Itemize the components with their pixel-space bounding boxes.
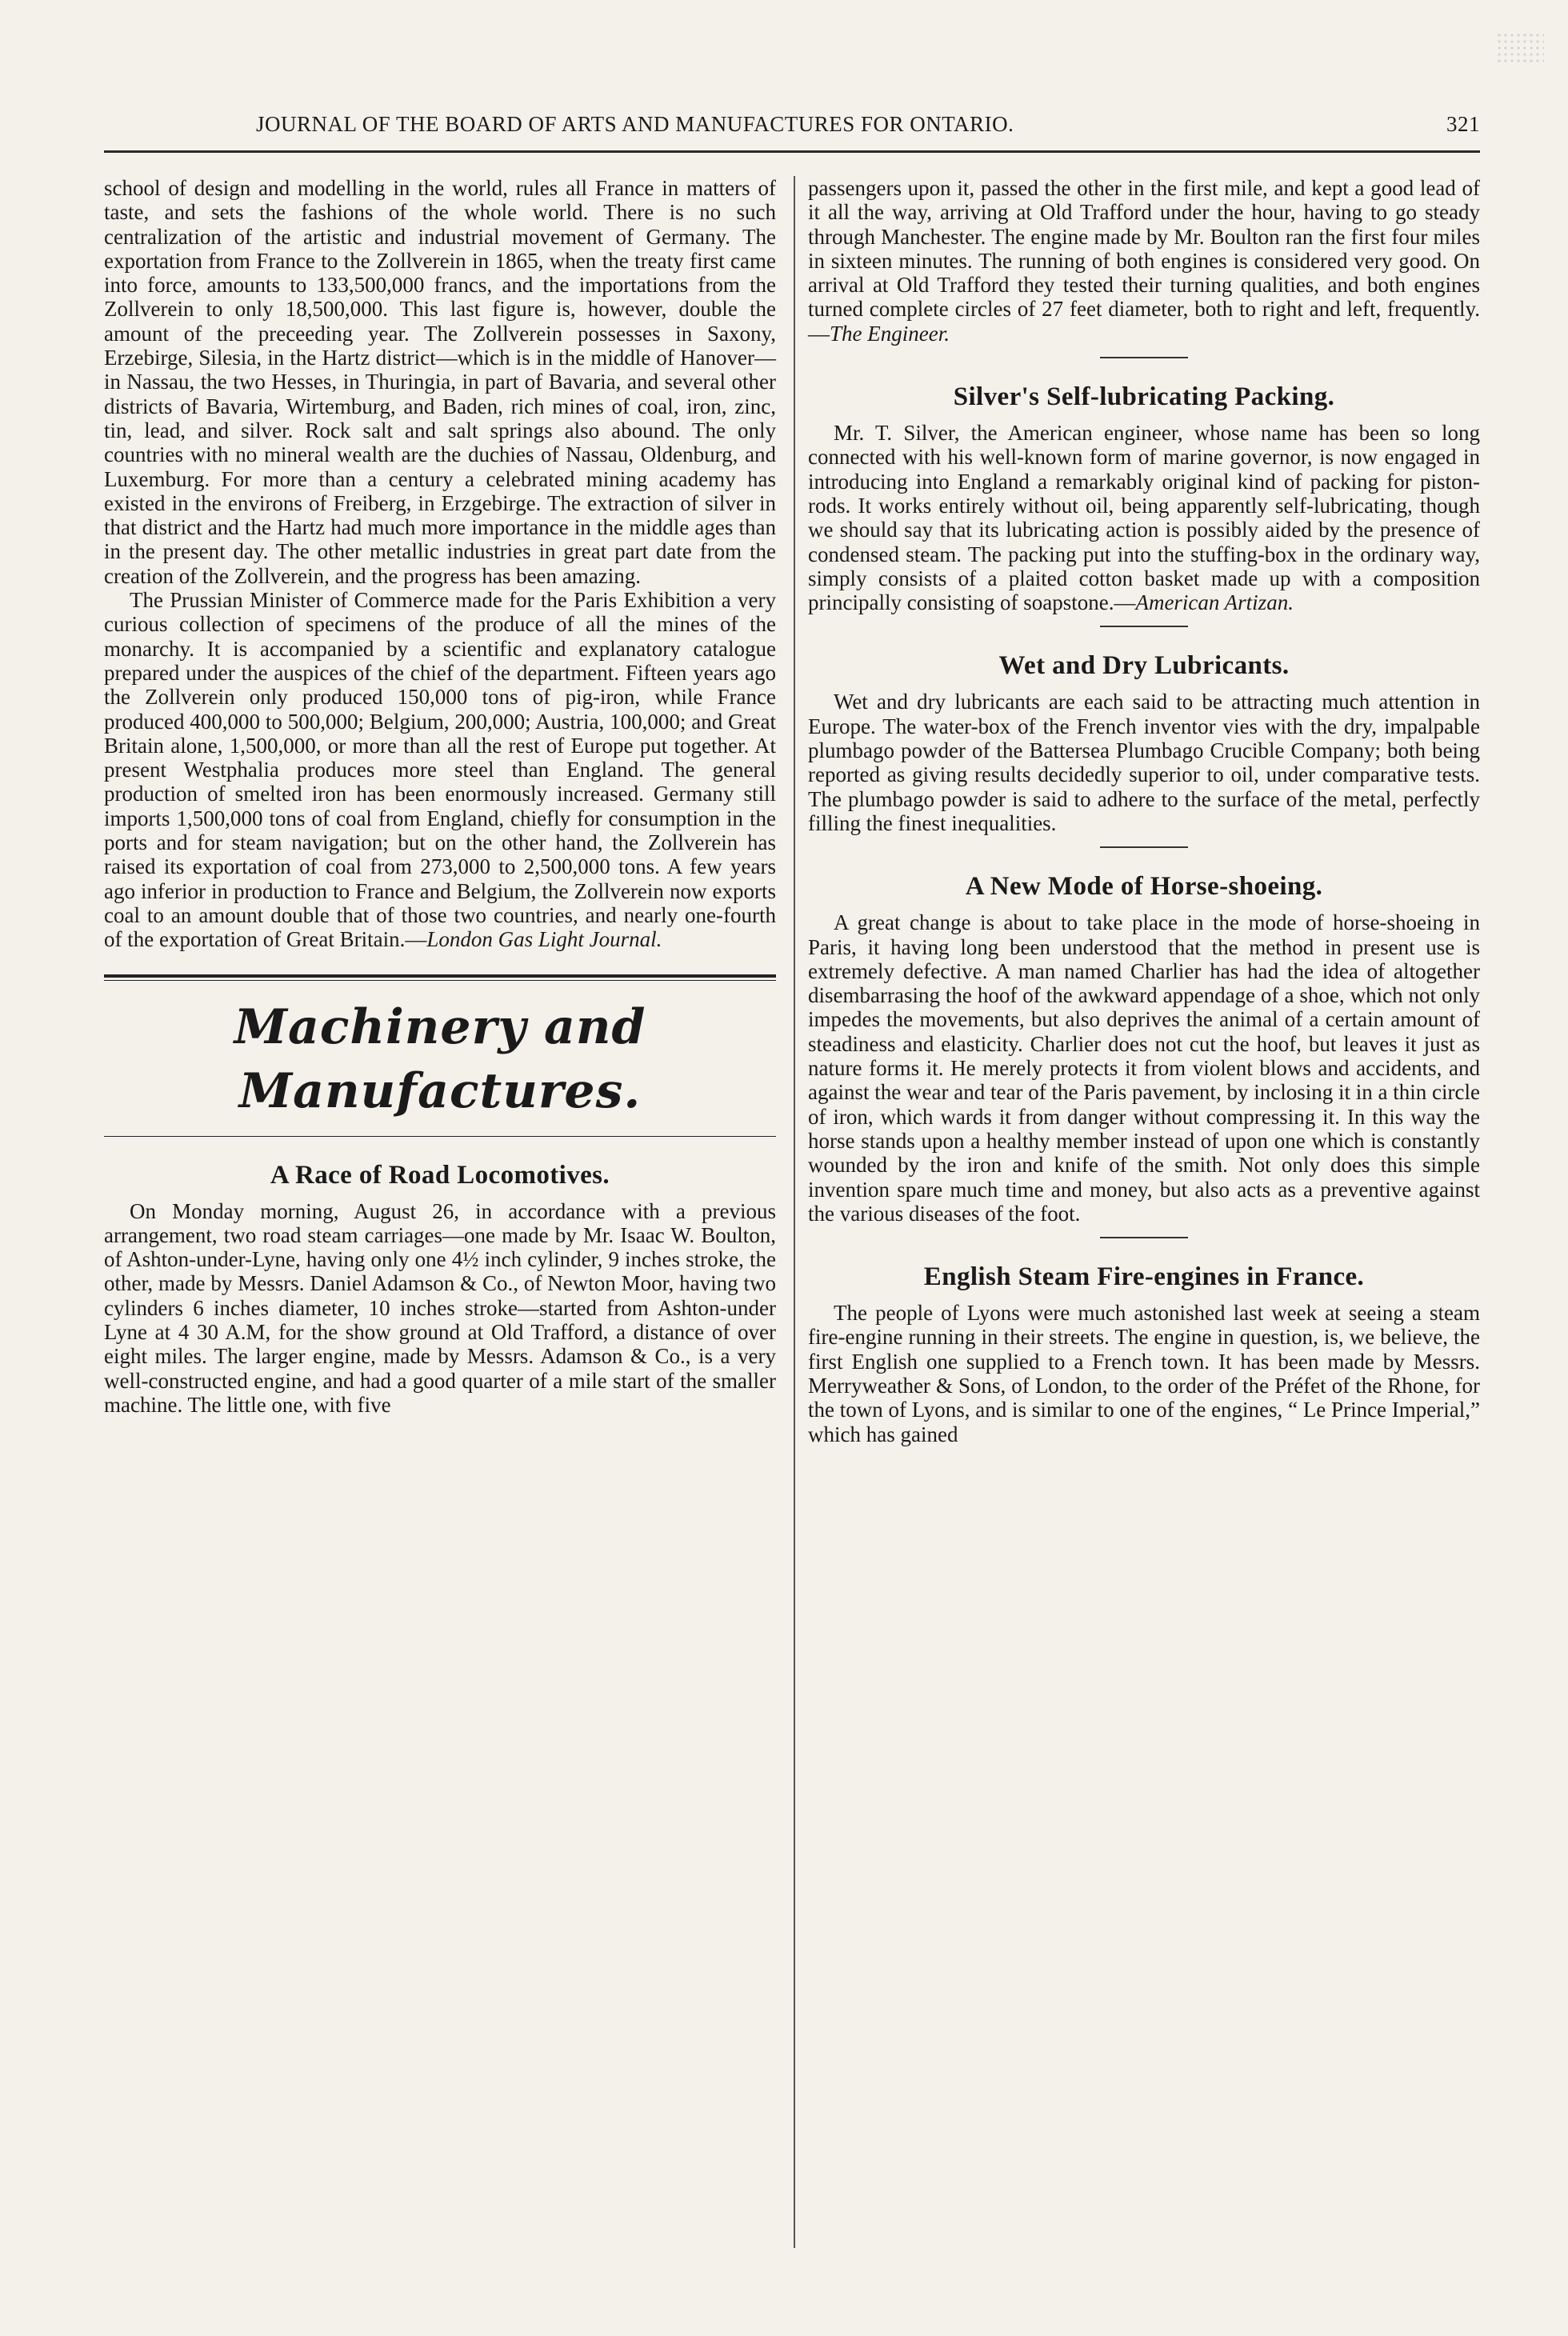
article-title-race: A Race of Road Locomotives. [270,1160,610,1190]
right-column [808,176,1480,1446]
section-banner: Machinery and Manufactures. [234,998,646,1119]
body-paragraph: Wet and dry lubricants are each said to be attracting much attention in Europe. The water-box of the French inventor vies with the dry, impalpable plumbago powder of the Battersea Plumbago Crucible Company; both being reported as giving results decidedly superior to oil, under comparative tests. The plumbago powder is said to adhere to the surface of the metal, perfectly filling the finest inequalities. [808,690,1480,835]
article-title-fire-engines: English Steam Fire-engines in France. [923,1262,1365,1292]
article-title-silver: Silver's Self-lubricating Packing. [953,382,1335,412]
section-rule [1100,357,1188,358]
section-rule [1100,846,1188,848]
source-citation: London Gas Light Journal. [426,927,662,952]
body-paragraph: school of design and modelling in the world, rules all France in matters of taste, and sets the fashions of the whole world. There is no such centralization of the artistic and industrial movement of Germany. The exportation from France to the Zollverein in 1865, when the treaty first came into force, amounts to 133,500,000 francs, and the importations from the Zollverein to only 18,500,000. This last figure is, however, double the amount of the preceeding year. The Zollverein possesses in Saxony, Erzebirge, Silesia, in the Hartz district—which is in the middle of Hanover—in Nassau, the two Hesses, in Thuringia, in part of Bavaria, and several other districts of Bavaria, Wirtemburg, and Baden, rich mines of coal, iron, zinc, tin, lead, and silver. Rock salt and salt springs also abound. The only countries with no mineral wealth are the duchies of Nassau, Oldenburg, and Luxemburg. For more than a century a celebrated mining academy has existed in the environs of Freiberg, in Erzgebirge. The extraction of silver in that district and the Hartz had much more importance in the middle ages than in the present day. The other metallic industries in great part date from the creation of the Zollverein, and the progress has been amazing. [104,176,776,588]
page-speck [1496,32,1544,64]
header-rule [104,150,1480,153]
article-title-horseshoeing: A New Mode of Horse-shoeing. [965,872,1323,902]
paragraph-text: Mr. T. Silver, the American engineer, whose name has been so long connected with his well-known form of marine governor, is now engaged in introducing into England a remarkably original kind of packing for piston-rods. It works entirely without oil, being apparently self-lubricating, though we should say that its lubricating action is possibly aided by the presence of condensed steam. The packing put into the stuffing-box in the ordinary way, simply consists of a plaited cotton basket made up with a composition principally consisting of soapstone.— [808,421,1480,615]
left-column [104,176,776,1417]
body-paragraph: On Monday morning, August 26, in accordance with a previous arrangement, two road steam carriages—one made by Mr. Isaac W. Boulton, of Ashton-under-Lyne, having only one 4½ inch cylinder, 9 inches stroke, the other, made by Messrs. Daniel Adamson & Co., of Newton Moor, having two cylinders 6 inches diameter, 10 inches stroke—started from Ashton-under Lyne at 4 30 A.M, for the show ground at Old Trafford, a distance of over eight miles. The larger engine, made by Messrs. Adamson & Co., is a very well-constructed engine, and had a good quarter of a mile start of the smaller machine. The little one, with five [104,1198,776,1417]
body-paragraph: The people of Lyons were much astonished last week at seeing a steam fire-engine running in their streets. The engine in question, is, we believe, the first English one supplied to a French town. It has been made by Messrs. Merryweather & Sons, of London, to the order of the Préfet of the Rhone, for the town of Lyons, and is similar to one of the engines, “ Le Prince Imperial,” which has gained [808,1301,1480,1446]
source-citation: The Engineer. [830,321,950,346]
banner-rule [104,980,776,981]
body-paragraph [808,176,1480,346]
page-number: 321 [1446,112,1480,136]
section-rule [1100,1237,1188,1238]
body-paragraph: A great change is about to take place in the mode of horse-shoeing in Paris, it having long been understood that the method in present use is extremely defective. A man named Charlier has had the idea of altogether disembarrasing the hoof of the awkward appendage of a shoe, which not only impedes the movements, but also deprives the animal of a certain amount of steadiness and elasticity. Charlier does not cut the hoof, but leaves it just as nature forms it. He merely protects it from violent blows and accidents, and against the wear and tear of the Paris pavement, by inclosing it in a thin circle of iron, which wards it from danger without compressing it. In this way the horse stands upon a healthy member instead of upon one which is constantly wounded by the iron and knife of the smith. Not only does this simple invention spare much time and money, but also acts as a preventive against the various diseases of the foot. [808,910,1480,1226]
section-rule [1100,626,1188,627]
paragraph-text: The Prussian Minister of Commerce made for the Paris Exhibition a very curious collection of specimens of the produce of all the mines of the monarchy. It is accompanied by a scientific and explanatory catalogue prepared under the auspices of the chief of the department. Fifteen years ago the Zollverein only produced 150,000 tons of pig-iron, while France produced 400,000 to 500,000; Belgium, 200,000; Austria, 100,000; and Great Britain alone, 1,500,000, or more than all the rest of Europe put together. At present Westphalia produces more steel than England. The general production of smelted iron has been enormously increased. Germany still imports 1,500,000 tons of coal from England, chiefly for consumption in the ports and for steam navigation; but on the other hand, the Zollverein has raised its exportation of coal from 273,000 to 2,500,000 tons. A few years ago inferior in production to France and Belgium, the Zollverein now exports coal to an amount double that of those two countries, and nearly one-fourth of the exportation of Great Britain.— [104,588,776,952]
body-paragraph [808,421,1480,614]
banner-rule [104,1136,776,1137]
paragraph-text: passengers upon it, passed the other in the first mile, and kept a good lead of it all the way, arriving at Old Trafford under the hour, having to go steady through Manchester. The engine made by Mr. Boulton ran the first four miles in sixteen minutes. The running of both engines is considered very good. On arrival at Old Trafford they tested their turning qualities, and both engines turned complete circles of 27 feet diameter, both to right and left, frequently.— [808,176,1480,346]
article-title-lubricants: Wet and Dry Lubricants. [998,651,1290,681]
column-divider [794,176,795,2248]
body-paragraph [104,588,776,951]
banner-rule [104,974,776,978]
source-citation: American Artizan. [1135,590,1294,615]
journal-title: JOURNAL OF THE BOARD OF ARTS AND MANUFACTURES FOR ONTARIO. [256,112,1014,136]
